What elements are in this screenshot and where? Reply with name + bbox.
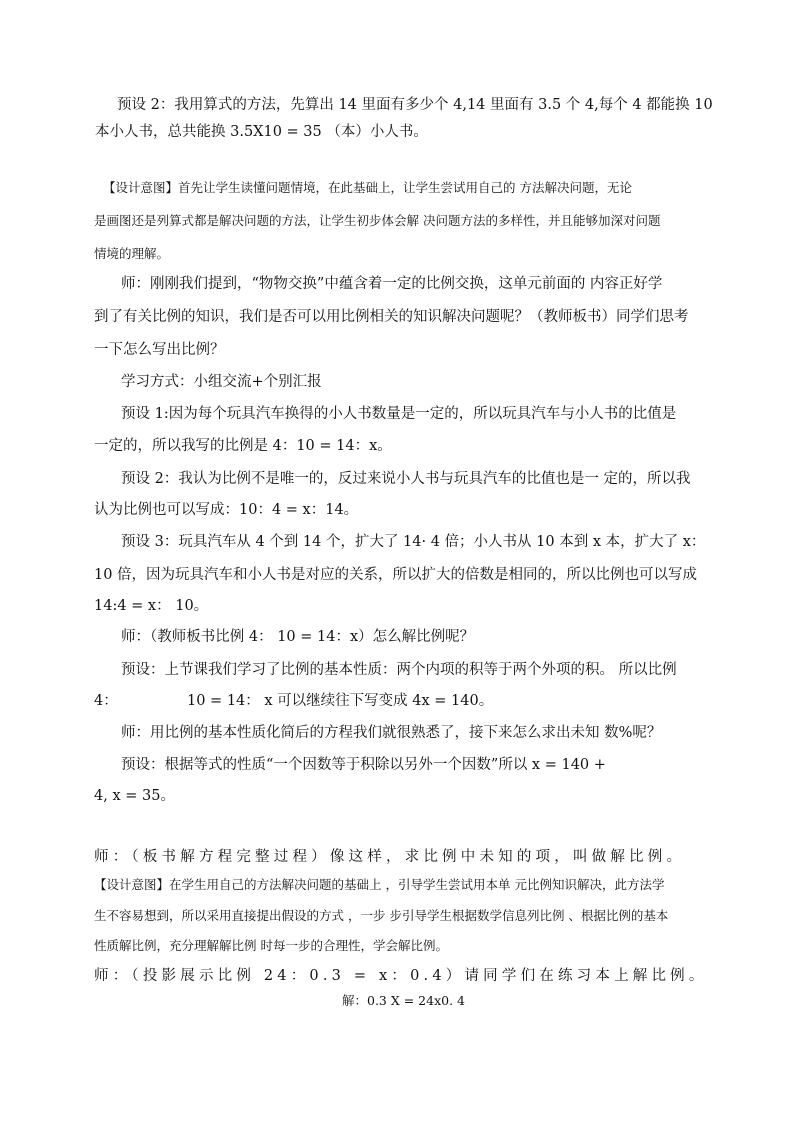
design-intent-line: 情境的理解。 <box>94 246 170 261</box>
design-intent-line: 【设计意图】首先让学生读懂问题情境，在此基础上，让学生尝试用自己的 方法解决问题，无论 <box>103 180 632 195</box>
text-line: 预设 2：我用算式的方法，先算出 14 里面有多少个 4,14 里面有 3.5 个 4,每个 4 都能换 10 <box>117 97 713 113</box>
text-line: 14:4 = x： 10。 <box>94 598 209 614</box>
text-line: 师：刚刚我们提到，“物物交换”中蕴含着一定的比例交换，这单元前面的 内容正好学 <box>121 276 663 292</box>
text-line: 师：用比例的基本性质化简后的方程我们就很熟悉了，接下来怎么求出未知 数%呢？ <box>121 725 662 741</box>
design-intent-line: 是画图还是列算式都是解决问题的方法，让学生初步体会解 决问题方法的多样性，并且能够加深对问题 <box>94 213 661 228</box>
text-line: 4： <box>94 693 118 709</box>
text-line: 预设：根据等式的性质“一个因数等于积除以另外一个因数”所以 x = 140 + <box>121 757 606 773</box>
text-line: 预设 3：玩具汽车从 4 个到 14 个，扩大了 14· 4 倍；小人书从 10 本到 x 本，扩大了 x： <box>121 534 706 550</box>
text-line: 师：（板书解方程完整过程）像这样，求比例中未知的项，叫做解比例。 <box>94 849 686 865</box>
design-intent-paragraph <box>103 178 632 198</box>
text-line: 预设 2：我认为比例不是唯一的，反过来说小人书与玩具汽车的比值也是一 定的，所以我 <box>121 471 691 487</box>
text-line: 师：（教师板书比例 4： 10 = 14：x）怎么解比例呢？ <box>121 629 475 645</box>
text-line: 10 倍，因为玩具汽车和小人书是对应的关系，所以扩大的倍数是相同的，所以比例也可以写成 <box>94 567 698 583</box>
text-line: 4, x = 35。 <box>94 788 175 804</box>
text-line: 本小人书，总共能换 3.5X10 = 35 （本）小人书。 <box>95 124 428 140</box>
text-line: 师：（投影展示比例 24：0.3 = x：0.4）请同学们在练习本上解比例。 <box>94 968 708 984</box>
design-intent-line: 性质解比例，充分理解解比例 时每一步的合理性，学会解比例。 <box>94 938 448 953</box>
text-line: 到了有关比例的知识，我们是否可以用比例相关的知识解决问题呢？（教师板书）同学们思考 <box>94 309 689 325</box>
text-line: 学习方式：小组交流+个别汇报 <box>121 374 322 390</box>
design-intent-line: 【设计意图】在学生用自己的方法解决问题的基础上 ，引导学生尝试用本单 元比例知识解决，此方法学 <box>94 877 665 892</box>
text-line: 认为比例也可以写成：10：4 = x：14。 <box>94 502 359 518</box>
text-line: 10 = 14： x 可以继续往下写变成 4x = 140。 <box>187 693 494 709</box>
text-line: 预设：上节课我们学习了比例的基本性质：两个内项的积等于两个外项的积。 所以比例 <box>121 662 677 678</box>
text-line: 预设 1:因为每个玩具汽车换得的小人书数量是一定的，所以玩具汽车与小人书的比值是 <box>121 406 677 422</box>
design-intent-line: 生不容易想到，所以采用直接提出假设的方式 ，一步 步引导学生根据数学信息列比例 、根据比例的基本 <box>94 908 669 923</box>
solution-line: 解：0.3 X = 24x0. 4 <box>342 993 465 1008</box>
text-line: 一定的，所以我写的比例是 4：10 = 14：x。 <box>94 438 392 454</box>
text-line: 一下怎么写出比例？ <box>94 342 225 358</box>
